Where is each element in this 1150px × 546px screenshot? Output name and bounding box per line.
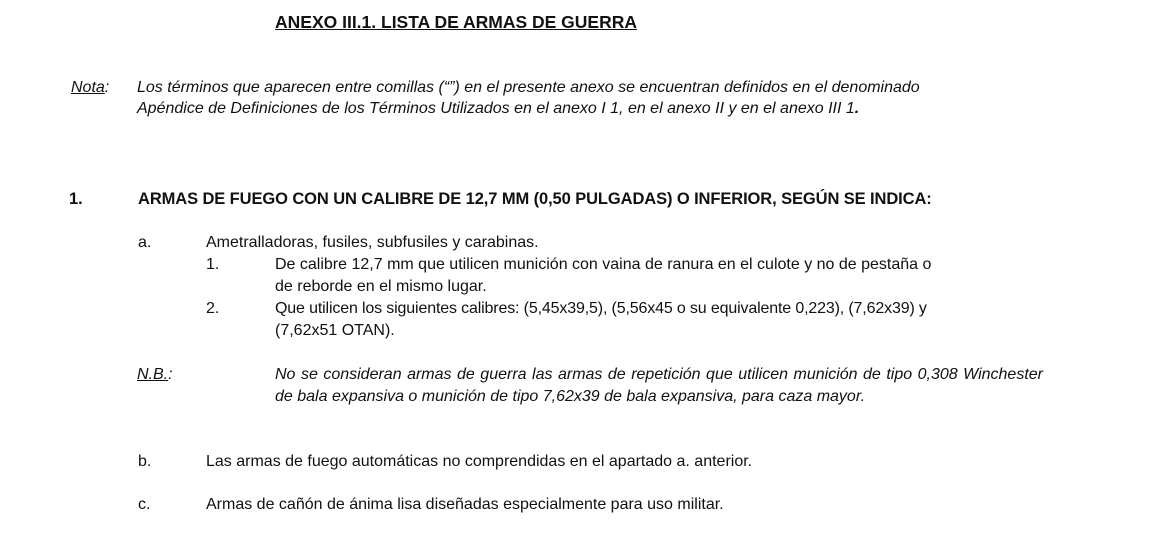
nb-text: No se consideran armas de guerra las armas de repetición que utilicen munición de tipo 0,308 Winchester de bala expansiva o munición de tipo 7,62x39 de bala expansiva, para caza mayor. — [275, 366, 1043, 405]
item-a-sub-1-line-1: De calibre 12,7 mm que utilicen munición con vaina de ranura en el culote y no de pestaña o — [275, 256, 932, 273]
section-1-number: 1. — [69, 190, 83, 208]
item-a-sub-2-line-1: Que utilicen los siguientes calibres: (5,45x39,5), (5,56x45 o su equivalente 0,223), (7,62x39) y — [275, 300, 927, 317]
item-b-text: Las armas de fuego automáticas no comprendidas en el apartado a. anterior. — [206, 453, 753, 470]
nb-label: N.B. — [137, 366, 169, 383]
item-a-sub-2-line-2: (7,62x51 OTAN). — [275, 322, 395, 339]
document-title: ANEXO III.1. LISTA DE ARMAS DE GUERRA — [275, 12, 638, 32]
note-line-2-text: Apéndice de Definiciones de los Términos Utilizados en el anexo I 1, en el anexo II y en el anexo III 1 — [137, 100, 855, 117]
section-1-heading: ARMAS DE FUEGO CON UN CALIBRE DE 12,7 MM (0,50 PULGADAS) O INFERIOR, SEGÚN SE INDICA: — [138, 190, 932, 208]
item-a-text: Ametralladoras, fusiles, subfusiles y carabinas. — [206, 234, 539, 251]
item-a-letter: a. — [138, 234, 152, 251]
note-line-2 — [137, 98, 859, 120]
note-line-1: Los términos que aparecen entre comillas (“”) en el presente anexo se encuentran definidos en el denominado — [137, 79, 920, 96]
item-a-sub-1-line-2: de reborde en el mismo lugar. — [275, 278, 487, 295]
note-label: Nota — [71, 79, 105, 96]
nb-colon: : — [168, 366, 173, 383]
note-colon: : — [104, 79, 110, 96]
item-c-text: Armas de cañón de ánima lisa diseñadas especialmente para uso militar. — [206, 496, 724, 513]
item-a-sub-2-number: 2. — [206, 300, 220, 317]
item-a-sub-1-number: 1. — [206, 256, 220, 273]
item-b-letter: b. — [138, 453, 152, 470]
note-label-wrapper — [68, 77, 109, 99]
note-line-2-end: . — [854, 100, 860, 117]
nb-label-wrapper — [137, 364, 173, 386]
item-c-letter: c. — [138, 496, 151, 513]
